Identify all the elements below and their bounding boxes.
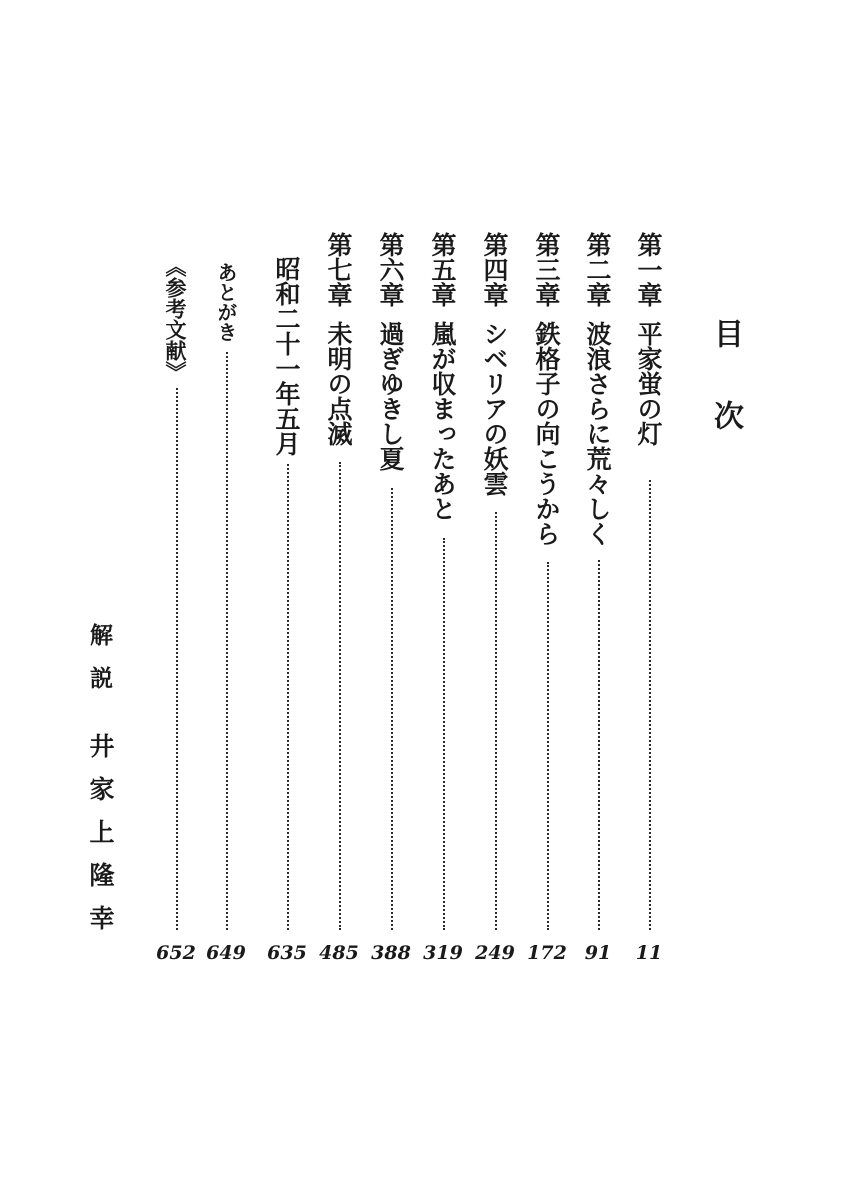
toc-entry-2[interactable] xyxy=(585,232,610,546)
dot-leader xyxy=(226,352,228,930)
toc-entry-afterword[interactable] xyxy=(216,262,236,342)
page-number: 635 xyxy=(267,942,307,964)
references-title: 《参考文献》 xyxy=(163,256,188,382)
afterword-title: あとがき xyxy=(214,262,238,342)
toc-entry-7[interactable] xyxy=(326,232,351,446)
toc-entry-6[interactable] xyxy=(378,232,403,471)
page-number: 319 xyxy=(423,942,463,964)
page-number: 11 xyxy=(635,942,663,964)
dot-leader xyxy=(649,480,651,930)
commentary-block xyxy=(88,623,111,709)
page-number: 652 xyxy=(156,942,196,964)
chapter-label: 第六章 xyxy=(376,232,405,307)
commentary-author-block xyxy=(88,733,113,948)
toc-entry-4[interactable] xyxy=(482,232,507,496)
dot-leader xyxy=(339,462,341,930)
chapter-label: 第四章 xyxy=(480,232,509,307)
chapter-title: 鉄格子の向こうから xyxy=(532,321,561,546)
page-number: 388 xyxy=(371,942,411,964)
chapter-title: 過ぎゆきし夏 xyxy=(376,321,405,471)
page-number: 649 xyxy=(206,942,246,964)
toc-heading: 目次 xyxy=(708,318,743,482)
dot-leader xyxy=(391,488,393,930)
chapter-title: 波浪さらに荒々しく xyxy=(583,321,612,546)
commentary-author: 井家上隆幸 xyxy=(86,733,115,948)
page-number: 485 xyxy=(319,942,359,964)
dot-leader xyxy=(495,512,497,930)
chapter-label: 第七章 xyxy=(324,232,353,307)
toc-entry-references[interactable] xyxy=(165,256,186,382)
chapter-title: 未明の点滅 xyxy=(324,321,353,446)
dot-leader xyxy=(176,388,178,930)
chapter-label: 第二章 xyxy=(583,232,612,307)
chapter-label: 第五章 xyxy=(428,232,457,307)
chapter-title: 平家蛍の灯 xyxy=(634,321,663,446)
dot-leader xyxy=(443,538,445,930)
dot-leader xyxy=(547,562,549,930)
toc-entry-1[interactable] xyxy=(636,232,661,446)
commentary-label: 解説 xyxy=(86,623,113,709)
toc-entry-3[interactable] xyxy=(534,232,559,546)
page-number: 249 xyxy=(475,942,515,964)
toc-entry-5[interactable] xyxy=(430,232,455,521)
dot-leader xyxy=(287,464,289,930)
page-number: 91 xyxy=(584,942,612,964)
chapter-label: 第一章 xyxy=(634,232,663,307)
chapter-title: 嵐が収まったあと xyxy=(428,321,457,521)
chapter-label: 第三章 xyxy=(532,232,561,307)
chapter-title: シベリアの妖雲 xyxy=(480,321,509,496)
page-number: 172 xyxy=(527,942,567,964)
dot-leader xyxy=(598,560,600,930)
toc-entry-epilogue[interactable] xyxy=(274,256,299,456)
epilogue-title: 昭和二十一年五月 xyxy=(272,256,301,456)
